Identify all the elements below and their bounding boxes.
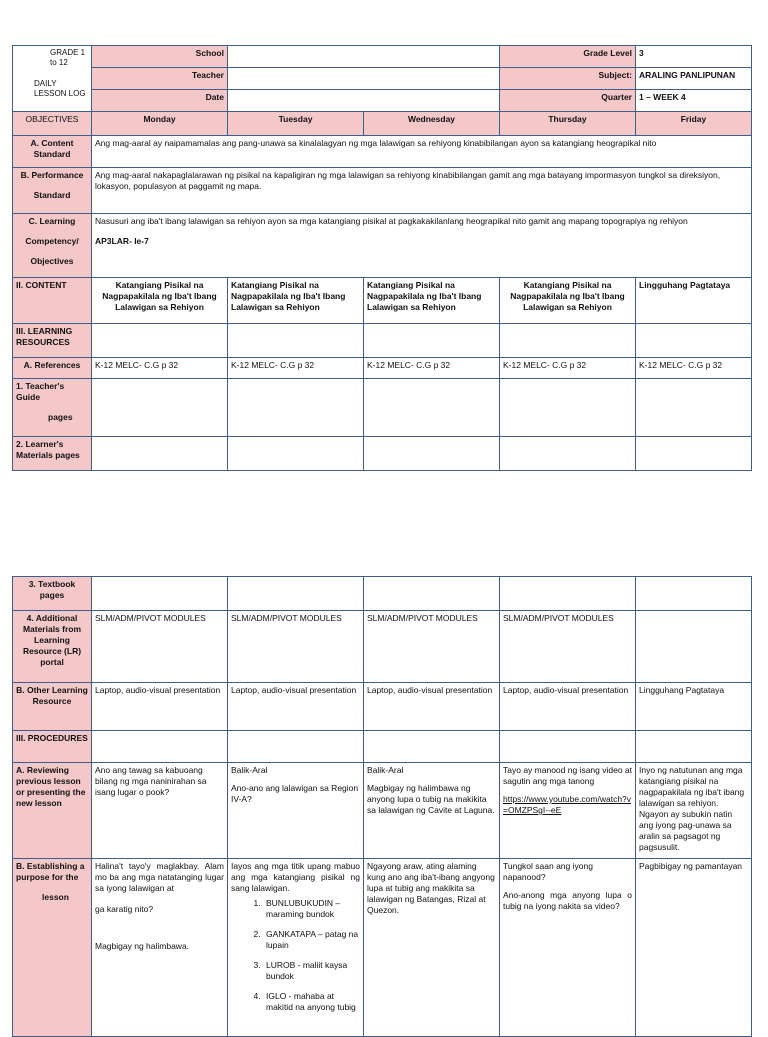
references-wednesday: K-12 MELC- C.G p 32 — [364, 358, 500, 379]
reviewing-wednesday-question: Magbigay ng halimbawa ng anyong lupa o tubig na makikita sa lalawigan ng Cavite at Laguna. — [367, 783, 495, 816]
learners-materials-monday — [92, 437, 228, 471]
school-value[interactable] — [228, 46, 500, 68]
grade-level-label: Grade Level — [500, 46, 636, 68]
textbook-tuesday — [228, 577, 364, 611]
dll-title: DAILY LESSON LOG — [34, 78, 86, 99]
establishing-monday-question: ga karatig nito? — [95, 904, 154, 915]
quarter-value[interactable]: 1 – WEEK 4 — [636, 90, 752, 112]
learning-competency-label-line2: Competency/ — [25, 236, 79, 247]
reviewing-monday: Ano ang tawag sa kabuoang bilang ng mga naninirahan sa isang lugar o pook? — [92, 763, 228, 859]
date-label: Date — [92, 90, 228, 112]
learners-materials-label: 2. Learner's Materials pages — [13, 437, 92, 471]
procedures-monday — [92, 731, 228, 763]
textbook-label: 3. Textbook pages — [13, 577, 92, 611]
teachers-guide-tuesday — [228, 379, 364, 437]
references-friday: K-12 MELC- C.G p 32 — [636, 358, 752, 379]
learners-materials-wednesday — [364, 437, 500, 471]
other-resource-wednesday: Laptop, audio-visual presentation — [364, 683, 500, 731]
teachers-guide-friday — [636, 379, 752, 437]
learning-resources-tuesday — [228, 324, 364, 358]
reviewing-thursday — [500, 763, 636, 859]
learning-resources-wednesday — [364, 324, 500, 358]
reviewing-tuesday — [228, 763, 364, 859]
dll-title-cell — [13, 46, 92, 112]
teacher-value[interactable] — [228, 68, 500, 90]
content-monday: Katangiang Pisikal na Nagpapakilala ng Iba't Ibang Lalawigan sa Rehiyon — [92, 278, 228, 324]
learners-materials-thursday — [500, 437, 636, 471]
references-tuesday: K-12 MELC- C.G p 32 — [228, 358, 364, 379]
teacher-label: Teacher — [92, 68, 228, 90]
additional-friday — [636, 611, 752, 683]
learning-competency-label-line1: C. Learning — [28, 216, 76, 226]
additional-wednesday: SLM/ADM/PIVOT MODULES — [364, 611, 500, 683]
establishing-friday: Pagbibigay ng pamantayan — [636, 859, 752, 1037]
establishing-tuesday-intro: Iayos ang mga titik upang mabuo ang mga katangiang pisikal ng sang lalawigan. — [231, 861, 360, 894]
day-header-thursday: Thursday — [500, 112, 636, 136]
content-thursday: Katangiang Pisikal na Nagpapakilala ng Iba't Ibang Lalawigan sa Rehiyon — [500, 278, 636, 324]
day-header-wednesday: Wednesday — [364, 112, 500, 136]
establishing-thursday — [500, 859, 636, 1037]
learning-competency-code: AP3LAR- Ie-7 — [95, 236, 149, 247]
reviewing-tuesday-heading: Balik-Aral — [231, 765, 268, 775]
textbook-monday — [92, 577, 228, 611]
teachers-guide-label — [13, 379, 92, 437]
textbook-wednesday — [364, 577, 500, 611]
learning-resources-monday — [92, 324, 228, 358]
content-friday: Lingguhang Pagtataya — [636, 278, 752, 324]
learners-materials-friday — [636, 437, 752, 471]
objectives-header: OBJECTIVES — [13, 112, 92, 136]
teachers-guide-monday — [92, 379, 228, 437]
other-resource-monday: Laptop, audio-visual presentation — [92, 683, 228, 731]
references-thursday: K-12 MELC- C.G p 32 — [500, 358, 636, 379]
subject-label: Subject: — [500, 68, 636, 90]
learning-competency-text: Nasusuri ang iba't ibang lalawigan sa rehiyon ayon sa mga katangiang pisikal at pagkakakilanlang heograpikal nito gamit ang mapang topograpiya ng rehiyon — [95, 216, 688, 226]
procedures-thursday — [500, 731, 636, 763]
content-standard-text: Ang mag-aaral ay naipamamalas ang pang-unawa sa kinalalagyan ng mga lalawigan sa rehiyong kinabibilangan ayon sa katangiang heograpikal nito — [92, 136, 752, 168]
reviewing-friday: Inyo ng natutunan ang mga katangiang pisikal na nagpapakilala ng iba't ibang lalawigan sa rehiyon. Ngayon ay subukin natin ang iyong pag-unawa sa aralin sa pagsagot ng pagsusulit. — [636, 763, 752, 859]
reviewing-label: A. Reviewing previous lesson or presenting the new lesson — [13, 763, 92, 859]
learning-resources-friday — [636, 324, 752, 358]
content-standard-label: A. Content Standard — [13, 136, 92, 168]
quarter-label: Quarter — [500, 90, 636, 112]
establishing-label — [13, 859, 92, 1037]
content-tuesday: Katangiang Pisikal na Nagpapakilala ng Iba't Ibang Lalawigan sa Rehiyon — [228, 278, 364, 324]
learning-competency-label-line3: Objectives — [30, 256, 74, 267]
day-header-tuesday: Tuesday — [228, 112, 364, 136]
lesson-log-table-page-2 — [12, 576, 752, 1037]
teachers-guide-label-line1: 1. Teacher's Guide — [16, 381, 65, 403]
additional-materials-label: 4. Additional Materials from Learning Resource (LR) portal — [13, 611, 92, 683]
teachers-guide-wednesday — [364, 379, 500, 437]
teachers-guide-label-line2: pages — [48, 412, 73, 423]
establishing-thursday-q2: Ano-anong mga anyong lupa o tubig na iyong nakita sa video? — [503, 890, 632, 912]
list-item: 2. GANKATAPA – patag na lupain — [263, 929, 360, 951]
additional-tuesday: SLM/ADM/PIVOT MODULES — [228, 611, 364, 683]
procedures-tuesday — [228, 731, 364, 763]
reviewing-wednesday-heading: Balik-Aral — [367, 765, 404, 775]
list-item: 1. BUNLUBUKUDIN – maraming bundok — [263, 898, 360, 920]
other-resource-friday: Lingguhang Pagtataya — [636, 683, 752, 731]
establishing-monday — [92, 859, 228, 1037]
establishing-wednesday: Ngayong araw, ating alaming kung ano ang iba't-ibang angyong lupa at tubig ang makikita sa lalawigan ng Batangas, Rizal at Quezon. — [364, 859, 500, 1037]
content-label: II. CONTENT — [13, 278, 92, 324]
other-resource-label: B. Other Learning Resource — [13, 683, 92, 731]
reviewing-wednesday — [364, 763, 500, 859]
establishing-label-line2: lesson — [42, 892, 69, 903]
learning-resources-label: III. LEARNING RESOURCES — [13, 324, 92, 358]
content-wednesday: Katangiang Pisikal na Nagpapakilala ng Iba't Ibang Lalawigan sa Rehiyon — [364, 278, 500, 324]
learning-competency-cell — [92, 214, 752, 278]
reviewing-thursday-text: Tayo ay manood ng isang video at sagutin ang mga tanong — [503, 765, 633, 787]
learners-materials-tuesday — [228, 437, 364, 471]
performance-standard-label — [13, 168, 92, 214]
establishing-monday-prompt: Magbigay ng halimbawa. — [95, 941, 190, 952]
teachers-guide-thursday — [500, 379, 636, 437]
lesson-log-table-page-1 — [12, 45, 752, 471]
grade-level-value[interactable]: 3 — [636, 46, 752, 68]
video-link[interactable]: https://www.youtube.com/watch?v=OMZPSgI--eE — [503, 794, 632, 816]
learning-competency-label — [13, 214, 92, 278]
learning-resources-thursday — [500, 324, 636, 358]
day-header-friday: Friday — [636, 112, 752, 136]
performance-standard-label-line2: Standard — [33, 190, 71, 201]
other-resource-thursday: Laptop, audio-visual presentation — [500, 683, 636, 731]
establishing-label-line1: B. Establishing a purpose for the — [16, 861, 85, 883]
performance-standard-label-line1: B. Performance — [20, 170, 84, 180]
establishing-thursday-q1: Tungkol saan ang iyong napanood? — [503, 861, 593, 883]
references-label: A. References — [13, 358, 92, 379]
textbook-friday — [636, 577, 752, 611]
scrambled-words-list — [231, 898, 360, 1013]
list-item: 3. LUROB - maliit kaysa bundok — [263, 960, 360, 982]
school-label: School — [92, 46, 228, 68]
other-resource-tuesday: Laptop, audio-visual presentation — [228, 683, 364, 731]
day-header-monday: Monday — [92, 112, 228, 136]
performance-standard-text: Ang mag-aaral nakapaglalarawan ng pisikal na kapaligiran ng mga lalawigan sa rehiyong kinabibilangan gamit ang mga batayang impormasyon tungkol sa direksiyon, lokasyon, populasyon at paggamit ng mapa. — [92, 168, 752, 214]
list-item: 4. IGLO - mahaba at makitid na anyong tubig — [263, 991, 360, 1013]
date-value[interactable] — [228, 90, 500, 112]
subject-value[interactable]: ARALING PANLIPUNAN — [636, 68, 752, 90]
procedures-wednesday — [364, 731, 500, 763]
procedures-label: III. PROCEDURES — [13, 731, 92, 763]
additional-monday: SLM/ADM/PIVOT MODULES — [92, 611, 228, 683]
establishing-tuesday — [228, 859, 364, 1037]
establishing-monday-intro: Halina't tayo'y maglakbay. Alam mo ba ang mga natatanging lugar sa iyong lalawigan at — [95, 861, 224, 894]
procedures-friday — [636, 731, 752, 763]
grade-range: GRADE 1 to 12 — [50, 48, 86, 68]
references-monday: K-12 MELC- C.G p 32 — [92, 358, 228, 379]
additional-thursday: SLM/ADM/PIVOT MODULES — [500, 611, 636, 683]
textbook-thursday — [500, 577, 636, 611]
reviewing-tuesday-question: Ano-ano ang lalawigan sa Region IV-A? — [231, 783, 359, 805]
